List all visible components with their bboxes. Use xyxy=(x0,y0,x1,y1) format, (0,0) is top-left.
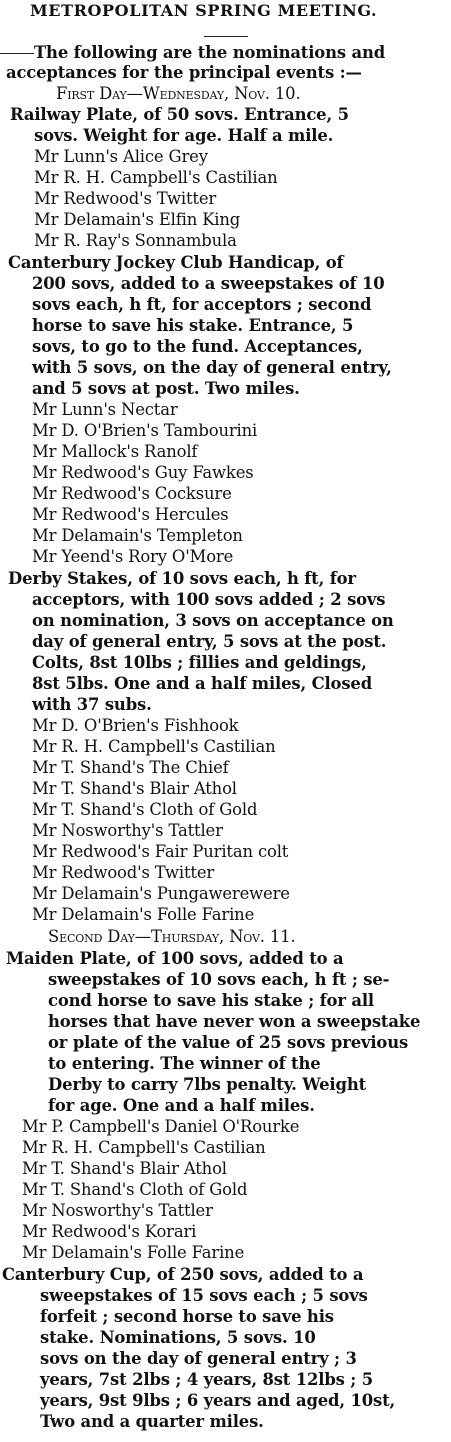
heading-rule xyxy=(204,36,248,37)
race-line: sovs. Weight for age. Half a mile. xyxy=(34,126,334,145)
day-heading: First Day—Wednesday, Nov. 10. xyxy=(56,84,301,103)
horse-entry: Mr R. Ray's Sonnambula xyxy=(34,231,237,250)
race-line: day of general entry, 5 sovs at the post. xyxy=(32,632,387,651)
horse-entry: Mr T. Shand's Cloth of Gold xyxy=(22,1180,248,1199)
race-line: Canterbury Cup, of 250 sovs, added to a xyxy=(2,1265,364,1284)
horse-entry: Mr T. Shand's Blair Athol xyxy=(32,779,237,798)
race-line: Canterbury Jockey Club Handicap, of xyxy=(8,253,344,272)
race-line: for age. One and a half miles. xyxy=(48,1096,315,1115)
race-line: 200 sovs, added to a sweepstakes of 10 xyxy=(32,274,385,293)
horse-entry: Mr Nosworthy's Tattler xyxy=(22,1201,213,1220)
race-line: 8st 5lbs. One and a half miles, Closed xyxy=(32,674,373,693)
day-heading: Second Day—Thursday, Nov. 11. xyxy=(48,927,296,946)
column-heading: METROPOLITAN SPRING MEETING. xyxy=(30,1,378,20)
race-line: sovs, to go to the fund. Acceptances, xyxy=(32,337,363,356)
race-line: acceptors, with 100 sovs added ; 2 sovs xyxy=(32,590,386,609)
horse-entry: Mr T. Shand's Cloth of Gold xyxy=(32,800,258,819)
horse-entry: Mr Delamain's Templeton xyxy=(32,526,243,545)
race-line: horses that have never won a sweepstake xyxy=(48,1012,421,1031)
race-line: sovs each, h ft, for acceptors ; second xyxy=(32,295,372,314)
race-line: Colts, 8st 10lbs ; fillies and geldings, xyxy=(32,653,367,672)
horse-entry: Mr P. Campbell's Daniel O'Rourke xyxy=(22,1117,300,1136)
intro-dash xyxy=(0,53,34,54)
horse-entry: Mr R. H. Campbell's Castilian xyxy=(34,168,278,187)
horse-entry: Mr Redwood's Cocksure xyxy=(32,484,232,503)
race-line: or plate of the value of 25 sovs previous xyxy=(48,1033,409,1052)
race-line: Derby Stakes, of 10 sovs each, h ft, for xyxy=(8,569,356,588)
horse-entry: Mr Redwood's Twitter xyxy=(34,189,217,208)
horse-entry: Mr Delamain's Folle Farine xyxy=(32,905,255,924)
race-line: years, 7st 2lbs ; 4 years, 8st 12lbs ; 5 xyxy=(40,1370,374,1389)
horse-entry: Mr Nosworthy's Tattler xyxy=(32,821,223,840)
horse-entry: Mr R. H. Campbell's Castilian xyxy=(22,1138,266,1157)
race-line: sweepstakes of 15 sovs each ; 5 sovs xyxy=(40,1286,368,1305)
race-line: and 5 sovs at post. Two miles. xyxy=(32,379,300,398)
horse-entry: Mr Mallock's Ranolf xyxy=(32,442,198,461)
race-line: Derby to carry 7lbs penalty. Weight xyxy=(48,1075,367,1094)
intro-line: acceptances for the principal events :— xyxy=(6,63,362,82)
horse-entry: Mr Lunn's Alice Grey xyxy=(34,147,208,166)
race-line: with 5 sovs, on the day of general entry, xyxy=(32,358,392,377)
race-line: to entering. The winner of the xyxy=(48,1054,321,1073)
horse-entry: Mr R. H. Campbell's Castilian xyxy=(32,737,276,756)
race-line: years, 9st 9lbs ; 6 years and aged, 10st, xyxy=(40,1391,396,1410)
horse-entry: Mr Delamain's Folle Farine xyxy=(22,1243,245,1262)
horse-entry: Mr Redwood's Twitter xyxy=(32,863,215,882)
race-line: Maiden Plate, of 100 sovs, added to a xyxy=(6,949,344,968)
horse-entry: Mr Redwood's Hercules xyxy=(32,505,229,524)
race-line: Two and a quarter miles. xyxy=(40,1412,264,1431)
horse-entry: Mr Redwood's Fair Puritan colt xyxy=(32,842,289,861)
race-line: cond horse to save his stake ; for all xyxy=(48,991,375,1010)
horse-entry: Mr Redwood's Guy Fawkes xyxy=(32,463,254,482)
race-line: with 37 subs. xyxy=(32,695,152,714)
race-line: forfeit ; second horse to save his xyxy=(40,1307,334,1326)
horse-entry: Mr Delamain's Elfin King xyxy=(34,210,241,229)
race-line: Railway Plate, of 50 sovs. Entrance, 5 xyxy=(10,105,349,124)
horse-entry: Mr T. Shand's Blair Athol xyxy=(22,1159,227,1178)
race-line: sovs on the day of general entry ; 3 xyxy=(40,1349,357,1368)
horse-entry: Mr T. Shand's The Chief xyxy=(32,758,229,777)
intro-line: The following are the nominations and xyxy=(34,43,386,62)
race-line: sweepstakes of 10 sovs each, h ft ; se- xyxy=(48,970,390,989)
horse-entry: Mr Delamain's Pungawerewere xyxy=(32,884,290,903)
race-line: on nomination, 3 sovs on acceptance on xyxy=(32,611,394,630)
race-line: stake. Nominations, 5 sovs. 10 xyxy=(40,1328,316,1347)
horse-entry: Mr Redwood's Korari xyxy=(22,1222,197,1241)
horse-entry: Mr D. O'Brien's Tambourini xyxy=(32,421,258,440)
race-line: horse to save his stake. Entrance, 5 xyxy=(32,316,354,335)
horse-entry: Mr Lunn's Nectar xyxy=(32,400,178,419)
horse-entry: Mr Yeend's Rory O'More xyxy=(32,547,234,566)
horse-entry: Mr D. O'Brien's Fishhook xyxy=(32,716,239,735)
